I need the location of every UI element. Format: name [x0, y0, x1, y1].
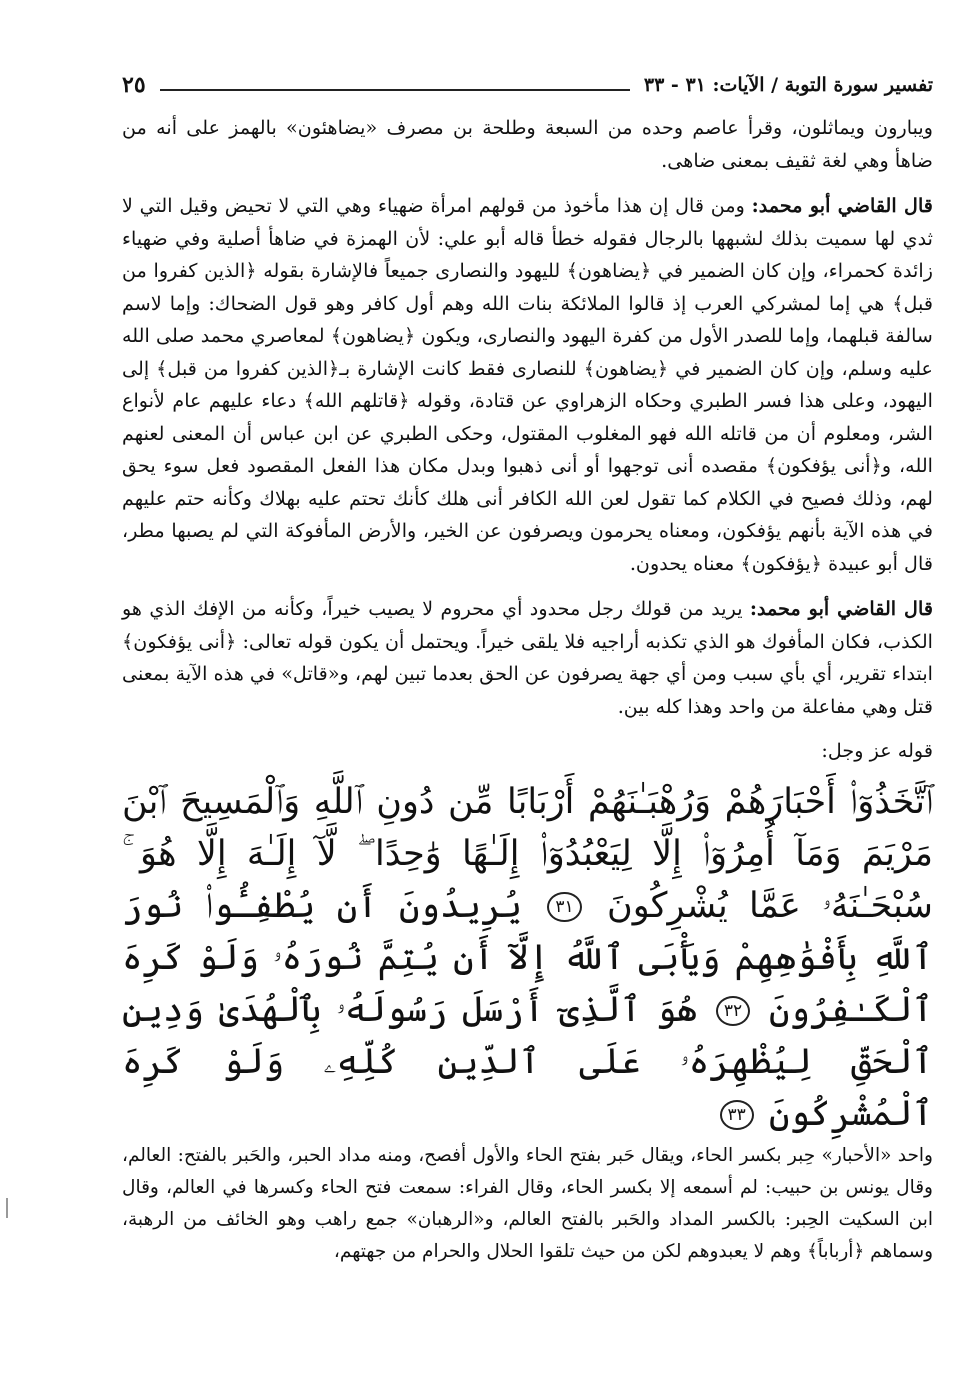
- verse-31-text: ٱتَّخَذُوٓا۟ أَحْبَارَهُمْ وَرُهْبَـٰنَهُمْ أَرْبَابًا مِّن دُونِ ٱللَّهِ وَٱلْمَسِيحَ ٱبْنَ مَرْيَمَ وَمَآ أُمِرُوٓا۟ إِلَّا لِيَعْبُدُوٓا۟ إِلَـٰهًا وَٰحِدًا ۖ لَّآ إِلَـٰهَ إِلَّا هُوَ ۚ سُبْحَـٰنَهُۥ عَمَّا يُشْرِكُونَ: [122, 781, 933, 926]
- speaker-label: قال القاضي أبو محمد:: [751, 194, 933, 217]
- running-header: [122, 68, 933, 102]
- verse-32-text: يُرِيدُونَ أَن يُطْفِـُٔوا۟ نُورَ ٱللَّهِ بِأَفْوَٰهِهِمْ وَيَأْبَى ٱللَّهُ إِلَّآ أَن يُتِمَّ نُورَهُۥ وَلَوْ كَرِهَ ٱلْكَـٰفِرُونَ: [122, 885, 933, 1030]
- verse-number-marker: ٣٢: [716, 996, 750, 1026]
- header-rule: [160, 89, 630, 91]
- paragraph-commentary-1: [122, 190, 933, 580]
- paragraph-notes: واحد «الأحبار» حِبر بكسر الحاء، ويقال حَبر بفتح الحاء والأول أفصح، ومنه مداد الحبر، والحَبر بالفتح: العالم، وقال يونس بن حبيب: لم أسمعه إلا بكسر الحاء، وقال الفراء: سمعت فتح الحاء وكسرها في العالم، وقال ابن السكيت الحِبر: بالكسر المداد والحَبر بالفتح العالم، و«الرهبان» جمع راهب وهو الخائف من الرهبة، وسماهم ﴿أرباباً﴾ وهم لا يعبدوهم لكن من حيث تلقوا الحلال والحرام من جهتهم،: [122, 1144, 933, 1262]
- header-title: تفسير سورة التوبة / الآيات: ٣١ - ٣٣: [643, 74, 933, 96]
- page-body: [122, 112, 933, 1268]
- verse-33-text: هُوَ ٱلَّذِىٓ أَرْسَلَ رَسُولَهُۥ بِٱلْهُدَىٰ وَدِينِ ٱلْحَقِّ لِيُظْهِرَهُۥ عَلَى ٱلدِّينِ كُلِّهِۦ وَلَوْ كَرِهَ ٱلْمُشْرِكُونَ: [122, 989, 933, 1134]
- verse-number-marker: ٣٣: [720, 1100, 754, 1130]
- paragraph-text: ومن قال إن هذا مأخوذ من قولهم امرأة ضهياء وهي التي لا تحيض وقيل التي لا ثدي لها سميت بذلك لشبهها بالرجال فقوله خطأ قاله أبو علي: لأن الهمزة في ضاهأ أصلية وفي ضهياء زائدة كحمراء، وإن كان الضمير في ﴿يضاهون﴾ لليهود والنصارى جميعاً فالإشارة بقوله ﴿الذين كفروا من قبل﴾ هي إما لمشركي العرب إذ قالوا الملائكة بنات الله وهم أول كافر وهو قول الضحاك: وإما لاسم سالفة قبلهما، وإما للصدر الأول من كفرة اليهود والنصارى، ويكون ﴿يضاهون﴾ لمعاصري محمد صلى الله عليه وسلم، وإن كان الضمير في ﴿يضاهون﴾ للنصارى فقط كانت الإشارة بـ﴿الذين كفروا من قبل﴾ إلى اليهود، وعلى هذا فسر الطبري وحكاه الزهراوي عن قتادة، وقوله ﴿قاتلهم الله﴾ دعاء عليهم عام لأنواع الشر، ومعلوم أن من قاتله الله فهو المغلوب المقتول، وحكى الطبري عن ابن عباس أن المعنى لعنهم الله، و﴿أنى يؤفكون﴾ مقصده أنى توجهوا أو أنى ذهبوا وبدل مكان هذا الفعل المقصود فعل سوء يحق لهم، وذلك فصيح في الكلام كما تقول لعن الله الكافر أنى هلك كأنك تحتم عليه بهلاك وكأنه حتم عليهم في هذه الآية بأنهم يؤفكون، ومعناه يحرمون ويصرفون عن الخير، والأرض المأفوكة التي لم يصبها مطر، قال أبو عبيدة ﴿يؤفكون﴾ معناه يحدون.: [122, 194, 933, 575]
- scan-edge-mark: [6, 1198, 8, 1218]
- quran-verses: [122, 776, 933, 1140]
- verse-number-marker: ٣١: [547, 892, 581, 922]
- paragraph-commentary-2: [122, 593, 933, 723]
- speaker-label: قال القاضي أبو محمد:: [749, 597, 933, 620]
- paragraph-continuation: ويبارون ويماثلون، وقرأ عاصم وحده من السبعة وطلحة بن مصرف «يضاهئون» بالهمز على أنه من ضاهأ وهي لغة ثقيف بمعنى ضاهى.: [122, 116, 933, 172]
- page-number: ٢٥: [122, 72, 146, 98]
- verse-intro: قوله عز وجل:: [821, 739, 933, 762]
- paragraph-text: يريد من قولك رجل محدود أي محروم لا يصيب خيراً، وكأنه من الإفك الذي هو الكذب، فكان المأفوك هو الذي تكذبه أراجيه فلا يلقى خيراً. ويحتمل أن يكون قوله تعالى: ﴿أنى يؤفكون﴾ ابتداء تقرير، أي بأي سبب ومن أي جهة يصرفون عن الحق بعدما تبين لهم، و«قاتل» في هذه الآية بمعنى قتل وهي مفاعلة من واحد وهذا كله بين.: [122, 597, 933, 718]
